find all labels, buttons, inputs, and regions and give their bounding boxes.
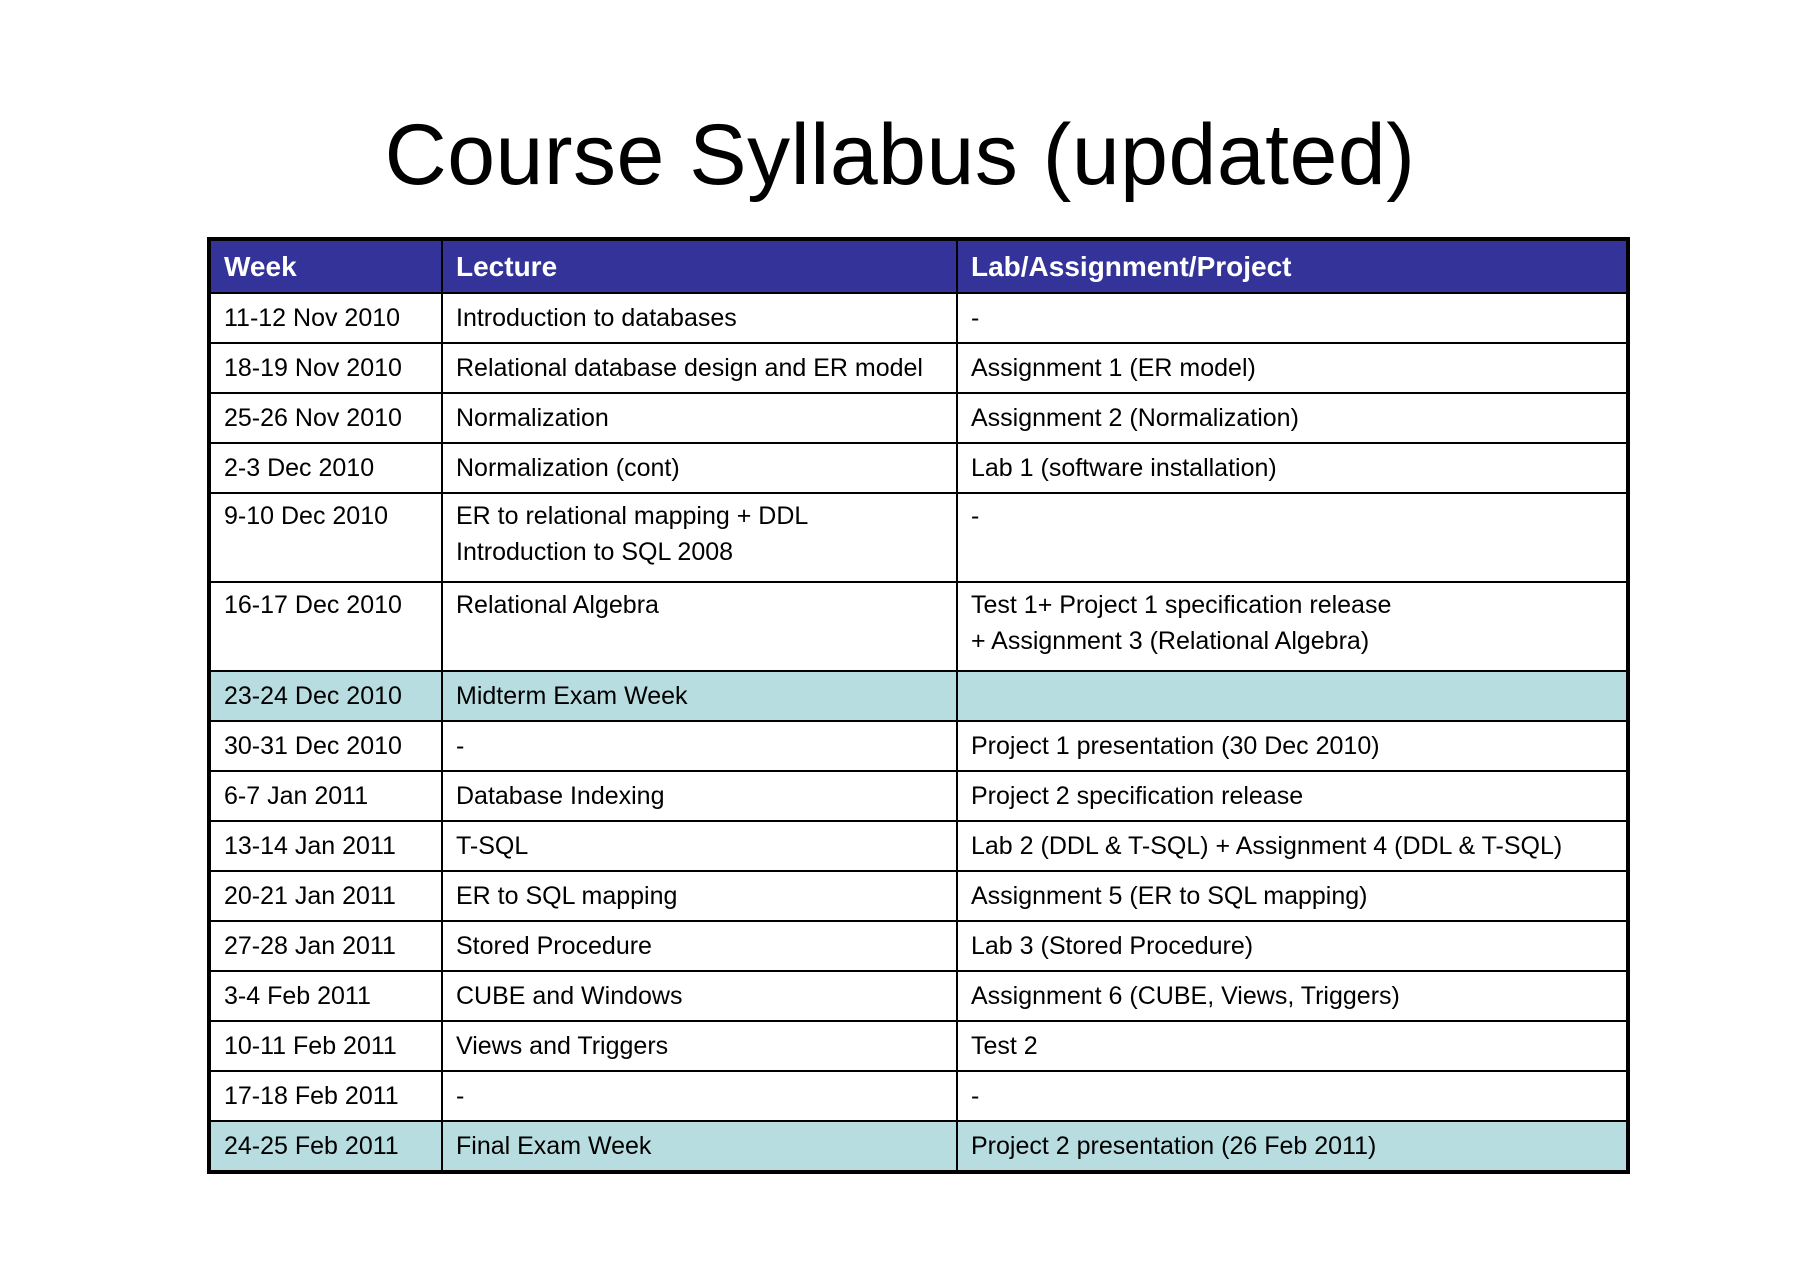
cell-week: 11-12 Nov 2010 bbox=[209, 293, 442, 343]
cell-lab-line: Test 1+ Project 1 specification release bbox=[971, 591, 1392, 619]
cell-lab-assignment-project bbox=[957, 971, 1628, 1021]
cell-week: 30-31 Dec 2010 bbox=[209, 721, 442, 771]
cell-lab-assignment-project bbox=[957, 293, 1628, 343]
cell-week: 25-26 Nov 2010 bbox=[209, 393, 442, 443]
cell-lecture-line: Introduction to databases bbox=[456, 304, 737, 332]
cell-lab-line: - bbox=[971, 1082, 980, 1110]
cell-week: 16-17 Dec 2010 bbox=[209, 582, 442, 671]
cell-lab-line: Assignment 6 (CUBE, Views, Triggers) bbox=[971, 982, 1400, 1010]
cell-lecture-line: - bbox=[456, 732, 465, 760]
table-row bbox=[209, 871, 1628, 921]
cell-lecture bbox=[442, 443, 957, 493]
cell-lecture-line: CUBE and Windows bbox=[456, 982, 683, 1010]
table-row bbox=[209, 1121, 1628, 1172]
header-week: Week bbox=[209, 239, 442, 293]
table-row bbox=[209, 771, 1628, 821]
cell-lab-assignment-project bbox=[957, 1021, 1628, 1071]
cell-lecture bbox=[442, 771, 957, 821]
cell-lab-line: Lab 3 (Stored Procedure) bbox=[971, 932, 1254, 960]
cell-lab-line: Lab 2 (DDL & T-SQL) + Assignment 4 (DDL & T-SQL) bbox=[971, 832, 1563, 860]
cell-lecture-line: Normalization bbox=[456, 404, 609, 432]
cell-lab-assignment-project bbox=[957, 393, 1628, 443]
slide-title: Course Syllabus (updated) bbox=[384, 107, 1416, 203]
cell-lab-line: + Assignment 3 (Relational Algebra) bbox=[971, 627, 1370, 655]
cell-lab-assignment-project bbox=[957, 1071, 1628, 1121]
cell-lab-line: Lab 1 (software installation) bbox=[971, 454, 1277, 482]
cell-week: 20-21 Jan 2011 bbox=[209, 871, 442, 921]
table-header-row bbox=[209, 239, 1628, 293]
cell-lab-assignment-project bbox=[957, 493, 1628, 582]
cell-lecture-line: Database Indexing bbox=[456, 782, 665, 810]
table-row bbox=[209, 582, 1628, 671]
table-row bbox=[209, 921, 1628, 971]
cell-lab-line: Project 2 presentation (26 Feb 2011) bbox=[971, 1132, 1377, 1160]
cell-lecture bbox=[442, 1121, 957, 1172]
cell-lecture-line: Introduction to SQL 2008 bbox=[456, 538, 734, 566]
cell-lab-assignment-project bbox=[957, 821, 1628, 871]
cell-lecture-line: Relational Algebra bbox=[456, 591, 659, 619]
table-row bbox=[209, 443, 1628, 493]
cell-lecture-line: Relational database design and ER model bbox=[456, 354, 923, 382]
cell-lecture-line: ER to SQL mapping bbox=[456, 882, 678, 910]
cell-week: 18-19 Nov 2010 bbox=[209, 343, 442, 393]
cell-lab-assignment-project bbox=[957, 771, 1628, 821]
cell-lab-assignment-project bbox=[957, 1121, 1628, 1172]
cell-lab-assignment-project bbox=[957, 871, 1628, 921]
cell-lecture bbox=[442, 1021, 957, 1071]
cell-lecture-line: Midterm Exam Week bbox=[456, 682, 688, 710]
table-row bbox=[209, 721, 1628, 771]
cell-lecture bbox=[442, 821, 957, 871]
cell-lab-line: Test 2 bbox=[971, 1032, 1038, 1060]
cell-week: 6-7 Jan 2011 bbox=[209, 771, 442, 821]
cell-week: 17-18 Feb 2011 bbox=[209, 1071, 442, 1121]
cell-week: 10-11 Feb 2011 bbox=[209, 1021, 442, 1071]
table-row bbox=[209, 671, 1628, 721]
syllabus-table-container bbox=[207, 237, 1630, 1174]
table-body bbox=[209, 293, 1628, 1172]
cell-lab-line: Assignment 5 (ER to SQL mapping) bbox=[971, 882, 1368, 910]
cell-lecture bbox=[442, 871, 957, 921]
cell-lecture bbox=[442, 343, 957, 393]
table-row bbox=[209, 293, 1628, 343]
cell-lab-line: - bbox=[971, 304, 980, 332]
table-row bbox=[209, 971, 1628, 1021]
cell-week: 9-10 Dec 2010 bbox=[209, 493, 442, 582]
cell-week: 2-3 Dec 2010 bbox=[209, 443, 442, 493]
cell-lab-line: Assignment 2 (Normalization) bbox=[971, 404, 1299, 432]
cell-lecture bbox=[442, 493, 957, 582]
cell-lecture-line: - bbox=[456, 1082, 465, 1110]
cell-lecture bbox=[442, 293, 957, 343]
table-row bbox=[209, 493, 1628, 582]
cell-lecture-line: Normalization (cont) bbox=[456, 454, 680, 482]
cell-lecture bbox=[442, 1071, 957, 1121]
table-row bbox=[209, 343, 1628, 393]
header-lab-assignment-project: Lab/Assignment/Project bbox=[957, 239, 1628, 293]
header-lecture: Lecture bbox=[442, 239, 957, 293]
cell-lecture bbox=[442, 671, 957, 721]
cell-lecture bbox=[442, 582, 957, 671]
cell-lab-assignment-project bbox=[957, 443, 1628, 493]
cell-lecture-line: Stored Procedure bbox=[456, 932, 652, 960]
table-row bbox=[209, 821, 1628, 871]
cell-lecture-line: Final Exam Week bbox=[456, 1132, 652, 1160]
cell-lab-line: Assignment 1 (ER model) bbox=[971, 354, 1256, 382]
cell-lab-assignment-project bbox=[957, 343, 1628, 393]
cell-week: 27-28 Jan 2011 bbox=[209, 921, 442, 971]
cell-lab-assignment-project bbox=[957, 582, 1628, 671]
cell-week: 23-24 Dec 2010 bbox=[209, 671, 442, 721]
cell-lecture-line: ER to relational mapping + DDL bbox=[456, 502, 809, 530]
cell-lab-line: - bbox=[971, 502, 980, 530]
cell-lecture bbox=[442, 721, 957, 771]
table-row bbox=[209, 1021, 1628, 1071]
syllabus-table bbox=[207, 237, 1630, 1174]
cell-lab-assignment-project bbox=[957, 921, 1628, 971]
cell-lecture bbox=[442, 921, 957, 971]
cell-lecture bbox=[442, 971, 957, 1021]
table-row bbox=[209, 1071, 1628, 1121]
table-row bbox=[209, 393, 1628, 443]
cell-lab-assignment-project bbox=[957, 671, 1628, 721]
cell-week: 24-25 Feb 2011 bbox=[209, 1121, 442, 1172]
cell-lecture bbox=[442, 393, 957, 443]
cell-week: 13-14 Jan 2011 bbox=[209, 821, 442, 871]
cell-lab-line: Project 2 specification release bbox=[971, 782, 1304, 810]
cell-lecture-line: T-SQL bbox=[456, 832, 529, 860]
cell-lecture-line: Views and Triggers bbox=[456, 1032, 669, 1060]
cell-lab-assignment-project bbox=[957, 721, 1628, 771]
cell-week: 3-4 Feb 2011 bbox=[209, 971, 442, 1021]
cell-lab-line: Project 1 presentation (30 Dec 2010) bbox=[971, 732, 1380, 760]
